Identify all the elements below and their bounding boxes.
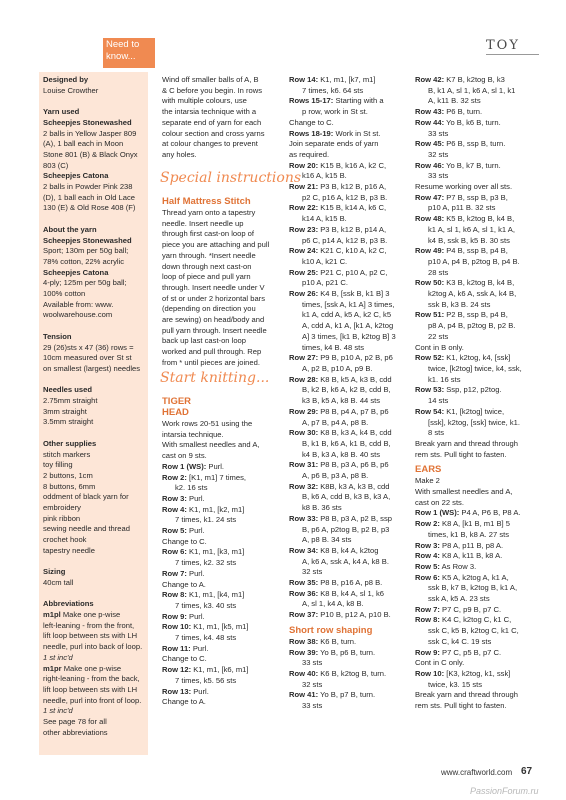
pattern-line: B, k1 A, sl 1, k6 A, sl 1, k1 xyxy=(428,85,516,95)
short-row-line: 33 sts xyxy=(302,701,323,711)
mattress-line: pull yarn through. Insert needle xyxy=(162,325,267,335)
pattern-line: Row 27: P9 B, p10 A, p2 B, p6 xyxy=(289,353,393,363)
pattern-line: k3 B, k5 A, k8 B. 44 sts xyxy=(302,396,381,406)
ears-line: Row 5: As Row 3. xyxy=(415,561,477,571)
pattern-row: Row 1 (WS): Purl. xyxy=(162,461,225,471)
pattern-line: 33 sts xyxy=(428,171,449,181)
short-row-line: Row 39: Yo B, p6 B, turn. xyxy=(289,647,376,657)
pattern-line: Break yarn and thread through xyxy=(415,438,519,448)
ears-line: twice, k3. 15 sts xyxy=(428,679,483,689)
pattern-line: 32 sts xyxy=(428,149,449,159)
pattern-line: Row 54: K1, [k2tog] twice, xyxy=(415,406,505,416)
ears-line: Make 2 xyxy=(415,476,440,486)
ears-line: ssk C, k4 C. 19 sts xyxy=(428,636,492,646)
pattern-line: 8 sts xyxy=(428,428,445,438)
pattern-line: Join separate ends of yarn xyxy=(289,139,379,149)
pattern-line: Row 33: P8 B, p3 A, p2 B, ssp xyxy=(289,513,392,523)
pattern-line: Row 51: P2 B, ssp B, p4 B, xyxy=(415,310,508,320)
pattern-line: k4 B, k3 A, k8 B. 40 sts xyxy=(302,449,381,459)
pattern-row: Row 11: Purl. xyxy=(162,643,209,653)
mattress-line: from * until pieces are joined. xyxy=(162,357,260,367)
pattern-line: as required. xyxy=(289,149,330,159)
pattern-row: Row 8: K1, m1, [k4, m1] xyxy=(162,590,245,600)
pattern-line: Row 22: K15 B, k14 A, k6 C, xyxy=(289,203,387,213)
ears-line: times, k1 B, k8 A. 27 sts xyxy=(428,529,510,539)
pattern-line: times, k4 B. 48 sts xyxy=(302,342,365,352)
pattern-line: B, k6 A, cdd B, k3 B, k3 A, xyxy=(302,492,391,502)
pattern-line: p10 A, p11 B. 32 sts xyxy=(428,203,496,213)
pattern-line: p6 C, p14 A, k12 B, p3 B. xyxy=(302,235,388,245)
pattern-row-cont: 7 times, k2. 32 sts xyxy=(175,558,237,568)
pattern-row-cont: k2. 16 sts xyxy=(175,483,208,493)
pattern-line: Row 46: Yo B, k7 B, turn. xyxy=(415,160,501,170)
page-number: 67 xyxy=(521,766,533,777)
pattern-line: Rows 15-17: Starting with a xyxy=(289,96,384,106)
pattern-line: 14 sts xyxy=(428,396,449,406)
pattern-row: Row 4: K1, m1, [k2, m1] xyxy=(162,504,245,514)
column-3: Row 14: K1, m1, [k7, m1] 7 times, k6. 64 sts Rows 15-17: Starting with a p row, work in St st. Change to C. Rows 18-19: Work in St st. Join separate ends of yarn as required. Row 20: K15 B, k16 A, k2 C, k16 A, k15 B. Row 21: P3 B, k12 B, p16 A, p2 C, p16 A, k12 B, p3 B. Row 22: K15 B, k14 A, k6 C, k14 A, k15 B. Row 23: P3 B, k12 B, p14 A, p6 C, p14 A, k12 B, p3 B. Row 24: K21 C, k10 A, k2 C, k10 A, k21 C. Row 25: P21 C, p10 A, p2 C, p10 A, p21 C. Row 26: K4 B, [ssk B, k1 B] 3 times, [ssk A, k1 A] 3 times, k1 A, cdd A, k5 A, k2 C, k5 A, cdd A, k1 A, [k1 A, k2tog A] 3 times, [k1 B, k2tog B] 3 times, k4 B. 48 sts Row 27: P9 B, p10 A, p2 B, p6 A, p2 B, p10 A, p9 B. Row 28: K8 B, k5 A, k3 B, cdd B, k2 B, k6 A, k2 B, cdd B, k3 B, k5 A, k8 B. 44 sts Row 29: P8 B, p4 A, p7 B, p6 A, p7 B, p4 A, p8 B. Row 30: K8 B, k3 A, k4 B, cdd B, k1 B, k6 A, k1 B, cdd B, k4 B, k3 A, k8 B. 40 sts Row 31: P8 B, p3 A, p6 B, p6 A, p6 B, p3 A, p8 B. Row 32: K8B, k3 A, k3 B, cdd B, k6 A, cdd B, k3 B, k3 A, k8 B. 36 sts Row 33: P8 B, p3 A, p2 B, ssp B, p6 A, p2tog B, p2 B, p3 A, p8 B. 34 sts Row 34: K8 B, k4 A, k2tog A, k6 A, ssk A, k4 A, k8 B. 32 sts Row 35: P8 B, p16 A, p8 B. Row 36: K8 B, k4 A, sl 1, k6 A, sl 1, k4 A, k8 B. Row 37: P10 B, p12 A, p10 B. Short row shaping Row 38: K6 B, turn. Row 39: Yo B, p6 B, turn. 33 sts Row 40: K6 B, k2tog B, turn. 32 sts Row 41: Yo B, p7 B, turn. 33 sts xyxy=(289,75,403,712)
pattern-line: Row 30: K8 B, k3 A, k4 B, cdd xyxy=(289,428,392,438)
pattern-line: p10 A, p4 B, p2tog B, p4 B. xyxy=(428,256,520,266)
mattress-line: worked and pull through. Rep xyxy=(162,347,262,357)
pattern-row: Row 5: Purl. xyxy=(162,526,205,536)
pattern-line: twice, [k2tog] twice, k4, ssk, xyxy=(428,363,522,373)
head-intro-line: With smallest needles and A, xyxy=(162,440,260,450)
pattern-line: k1. 16 sts xyxy=(428,374,461,384)
ears-line: Row 8: K4 C, k2tog C, k1 C, xyxy=(415,615,512,625)
intro-line: the intarsia technique with a xyxy=(162,107,257,117)
column-2 xyxy=(162,75,276,161)
pattern-line: Row 53: Ssp, p12, p2tog. xyxy=(415,385,502,395)
ears-line: cast on 22 sts. xyxy=(415,497,464,507)
head-section: TIGER HEAD Work rows 20-51 using the intarsia technique. With smallest needles and A, cast on 9 sts. Row 1 (WS): Purl. Row 2: [K1, m1] 7 times, k2. 16 sts Row 3: Purl. Row 4: K1, m1, [k2, m1] 7 times, k1. 24 sts Row 5: Purl. Change to C. Row 6: K1, m1, [k3, m1] 7 times, k2. 32 sts Row 7: Purl. Change to A. Row 8: K1, m1, [k4, m1] 7 times, k3. 40 sts Row 9: Purl. Row 10: K1, m1, [k5, m1] 7 times, k4. 48 sts Row 11: Purl. Change to C. Row 12: K1, m1, [k6, m1] 7 times, k5. 56 sts Row 13: Purl. Change to A. xyxy=(162,396,276,708)
ears-line: Row 4: K8 A, k11 B, k8 A. xyxy=(415,551,503,561)
pattern-line: Row 20: K15 B, k16 A, k2 C, xyxy=(289,160,387,170)
pattern-row-cont: 7 times, k3. 40 sts xyxy=(175,600,237,610)
pattern-line: 22 sts xyxy=(428,331,449,341)
pattern-line: A, sl 1, k4 A, k8 B. xyxy=(302,599,364,609)
pattern-row-cont: 7 times, k5. 56 sts xyxy=(175,675,237,685)
site-url: www.craftworld.com xyxy=(441,768,513,777)
short-row-line: Row 38: K6 B, turn. xyxy=(289,636,357,646)
pattern-row: Row 3: Purl. xyxy=(162,493,205,503)
intro-line: any holes. xyxy=(162,149,197,159)
ears-line: ssk B, k7 B, k2tog B, k1 A, xyxy=(428,583,518,593)
pattern-line: A, k11 B. 32 sts xyxy=(428,96,481,106)
ears-line: Row 10: [K3, k2tog, k1, ssk] xyxy=(415,668,511,678)
ears-line: Row 9: P7 C, p5 B, p7 C. xyxy=(415,647,502,657)
pattern-line: ssk B, k3 B. 24 sts xyxy=(428,299,491,309)
special-instructions-heading: Special instructions xyxy=(160,170,302,186)
pattern-line: 32 sts xyxy=(302,567,323,577)
ears-line: Row 1 (WS): P4 A, P6 B, P8 A. xyxy=(415,508,521,518)
intro-line: colour section and cross yarns xyxy=(162,128,265,138)
pattern-line: Row 36: K8 B, k4 A, sl 1, k6 xyxy=(289,588,384,598)
pattern-line: Cont in B only. xyxy=(415,342,464,352)
pattern-row: Row 2: [K1, m1] 7 times, xyxy=(162,472,246,482)
pattern-line: k10 A, k21 C. xyxy=(302,256,348,266)
pattern-line: Row 52: K1, k2tog, k4, [ssk] xyxy=(415,353,511,363)
mattress-line: back up last cast-on loop xyxy=(162,336,247,346)
short-row-line: Row 40: K6 B, k2tog B, turn. xyxy=(289,668,387,678)
pattern-line: 28 sts xyxy=(428,267,449,277)
pattern-row: Row 7: Purl. xyxy=(162,568,205,578)
pattern-line: 7 times, k6. 64 sts xyxy=(302,85,364,95)
mattress-line: (depending on direction you xyxy=(162,304,256,314)
pattern-line: Change to C. xyxy=(289,117,334,127)
pattern-line: rem sts. Pull tight to fasten. xyxy=(415,449,507,459)
pattern-line: Row 32: K8B, k3 A, k3 B, cdd xyxy=(289,481,390,491)
watermark: PassionForum.ru xyxy=(470,786,539,796)
ears-line: With smallest needles and A, xyxy=(415,487,513,497)
section-label: TOY xyxy=(486,38,520,53)
pattern-row-cont: Change to C. xyxy=(162,536,207,546)
ears-line: rem sts. Pull tight to fasten. xyxy=(415,701,507,711)
mattress-line: piece you are attaching and pull xyxy=(162,240,270,250)
short-row-line: Row 41: Yo B, p7 B, turn. xyxy=(289,690,376,700)
pattern-line: k16 A, k15 B. xyxy=(302,171,347,181)
ears-line: Break yarn and thread through xyxy=(415,690,519,700)
pattern-line: p8 A, p4 B, p2tog B, p2 B. xyxy=(428,321,516,331)
pattern-line: Row 48: K5 B, k2tog B, k4 B, xyxy=(415,214,515,224)
pattern-row-cont: Change to C. xyxy=(162,654,207,664)
pattern-line: Row 14: K1, m1, [k7, m1] xyxy=(289,75,376,84)
intro-line: Wind off smaller balls of A, B xyxy=(162,75,259,84)
pattern-line: times, [ssk A, k1 A] 3 times, xyxy=(302,299,395,309)
pattern-line: p2 C, p16 A, k12 B, p3 B. xyxy=(302,192,388,202)
pattern-row-cont: 7 times, k4. 48 sts xyxy=(175,633,237,643)
pattern-line: k14 A, k15 B. xyxy=(302,214,347,224)
start-knitting-heading: Start knitting... xyxy=(160,370,270,386)
pattern-row: Row 13: Purl. xyxy=(162,686,209,696)
pattern-line: Row 35: P8 B, p16 A, p8 B. xyxy=(289,578,383,588)
pattern-line: p row, work in St st. xyxy=(302,107,368,117)
intro-line: separate end of yarn for each xyxy=(162,117,262,127)
short-row-line: 33 sts xyxy=(302,658,323,668)
short-row-line: 32 sts xyxy=(302,679,323,689)
pattern-line: Row 24: K21 C, k10 A, k2 C, xyxy=(289,246,387,256)
head-intro-line: Work rows 20-51 using the xyxy=(162,419,253,428)
mattress-line: through first cast-on loop of xyxy=(162,229,255,239)
pattern-line: Row 42: K7 B, k2tog B, k3 xyxy=(415,75,505,84)
pattern-line: Row 23: P3 B, k12 B, p14 A, xyxy=(289,224,387,234)
pattern-row: Row 10: K1, m1, [k5, m1] xyxy=(162,622,249,632)
sidebar-content: Designed by Louise Crowther Yarn used Scheepjes Stonewashed 2 balls in Yellow Jasper 809 (A), 1 ball each in Moon Stone 801 (B) & Black Onyx 803 (C) Scheepjes Catona 2 balls in Powder Pink 238 (D), 1 ball each in Old Lace 130 (E) & Old Rose 408 (F) About the yarn Scheepjes Stonewashed Sport; 130m per 50g ball; 78% cotton, 22% acrylic Scheepjes Catona 4-ply; 125m per 50g ball; 100% cotton Available from: www. woolwarehouse.com Tension 29 (26)sts x 47 (36) rows = 10cm measured over St st on smallest (largest) needles Needles used 2.75mm straight 3mm straight 3.5mm straight Other supplies stitch markers toy filling 2 buttons, 1cm 8 buttons, 6mm oddment of black yarn for embroidery pink ribbon sewing needle and thread crochet hook tapestry needle Sizing 40cm tall Abbreviations m1pl Make one p-wise left-leaning - from the front, lift loop between sts with LH needle, purl into back of loop. 1 st inc'd m1pr Make one p-wise right-leaning - from the back, lift loop between sts with LH needle, purl into front of loop. 1 st inc'd See page 78 for all other abbreviations xyxy=(43,75,143,737)
mattress-line: loop of piece and pull yarn xyxy=(162,272,251,282)
pattern-line: A, k6 A, ssk A, k4 A, k8 B. xyxy=(302,556,389,566)
pattern-line: Row 28: K8 B, k5 A, k3 B, cdd xyxy=(289,374,392,384)
pattern-line: k1 A, cdd A, k5 A, k2 C, k5 xyxy=(302,310,392,320)
ears-line: ssk C, k5 B, k2tog C, k1 C, xyxy=(428,626,519,636)
pattern-row: Row 9: Purl. xyxy=(162,611,205,621)
need-to-know-title: Need to know... xyxy=(106,39,140,62)
mattress-line: Thread yarn onto a tapestry xyxy=(162,208,256,217)
pattern-line: k4 B, ssk B, k5 B. 30 sts xyxy=(428,235,510,245)
pattern-line: B, k1 B, k6 A, k1 B, cdd B, xyxy=(302,438,391,448)
pattern-line: [ssk], k2tog, [ssk] twice, k1. xyxy=(428,417,520,427)
pattern-line: Row 34: K8 B, k4 A, k2tog xyxy=(289,545,379,555)
pattern-row-cont: 7 times, k1. 24 sts xyxy=(175,515,237,525)
pattern-row: Row 6: K1, m1, [k3, m1] xyxy=(162,547,245,557)
pattern-line: Row 50: K3 B, k2tog B, k4 B, xyxy=(415,278,515,288)
pattern-line: A, p7 B, p4 A, p8 B. xyxy=(302,417,369,427)
ears-line: Row 2: K8 A, [k1 B, m1 B] 5 xyxy=(415,519,510,529)
pattern-line: A, p6 B, p3 A, p8 B. xyxy=(302,471,369,481)
pattern-line: Rows 18-19: Work in St st. xyxy=(289,128,381,138)
pattern-line: Row 37: P10 B, p12 A, p10 B. xyxy=(289,610,391,620)
pattern-line: Row 21: P3 B, k12 B, p16 A, xyxy=(289,182,387,192)
pattern-line: Row 25: P21 C, p10 A, p2 C, xyxy=(289,267,388,277)
pattern-line: A] 3 times, [k1 B, k2tog B] 3 xyxy=(302,331,396,341)
intro-line: at colour changes to prevent xyxy=(162,139,258,149)
pattern-row-cont: Change to A. xyxy=(162,697,206,707)
pattern-line: p10 A, p21 C. xyxy=(302,278,349,288)
pattern-line: Row 47: P7 B, ssp B, p3 B, xyxy=(415,192,508,202)
column-4: Row 42: K7 B, k2tog B, k3 B, k1 A, sl 1, k6 A, sl 1, k1 A, k11 B. 32 sts Row 43: P6 B, turn. Row 44: Yo B, k6 B, turn. 33 sts Row 45: P6 B, ssp B, turn. 32 sts Row 46: Yo B, k7 B, turn. 33 sts Resume working over all sts. Row 47: P7 B, ssp B, p3 B, p10 A, p11 B. 32 sts Row 48: K5 B, k2tog B, k4 B, k1 A, sl 1, k6 A, sl 1, k1 A, k4 B, ssk B, k5 B. 30 sts Row 49: P4 B, ssp B, p4 B, p10 A, p4 B, p2tog B, p4 B. 28 sts Row 50: K3 B, k2tog B, k4 B, k2tog A, k6 A, ssk A, k4 B, ssk B, k3 B. 24 sts Row 51: P2 B, ssp B, p4 B, p8 A, p4 B, p2tog B, p2 B. 22 sts Cont in B only. Row 52: K1, k2tog, k4, [ssk] twice, [k2tog] twice, k4, ssk, k1. 16 sts Row 53: Ssp, p12, p2tog. 14 sts Row 54: K1, [k2tog] twice, [ssk], k2tog, [ssk] twice, k1. 8 sts Break yarn and thread through rem sts. Pull tight to fasten. EARS Make 2 With smallest needles and A, cast on 22 sts. Row 1 (WS): P4 A, P6 B, P8 A. Row 2: K8 A, [k1 B, m1 B] 5 times, k1 B, k8 A. 27 sts Row 3: P8 A, p11 B, p8 A. Row 4: K8 A, k11 B, k8 A. Row 5: As Row 3. Row 6: K5 A, k2tog A, k1 A, ssk B, k7 B, k2tog B, k1 A, ssk A, k5 A. 23 sts Row 7: P7 C, p9 B, p7 C. Row 8: K4 C, k2tog C, k1 C, ssk C, k5 B, k2tog C, k1 C, ssk C, k4 C. 19 sts Row 9: P7 C, p5 B, p7 C. Cont in C only. Row 10: [K3, k2tog, k1, ssk] twice, k3. 15 sts Break yarn and thread through rem sts. Pull tight to fasten. xyxy=(415,75,533,712)
pattern-line: k1 A, sl 1, k6 A, sl 1, k1 A, xyxy=(428,224,515,234)
pattern-line: B, k2 B, k6 A, k2 B, cdd B, xyxy=(302,385,391,395)
pattern-line: Row 29: P8 B, p4 A, p7 B, p6 xyxy=(289,406,389,416)
section-rule xyxy=(486,54,539,55)
ears-line: Row 3: P8 A, p11 B, p8 A. xyxy=(415,540,504,550)
pattern-line: k8 B. 36 sts xyxy=(302,503,342,513)
pattern-line: Row 43: P6 B, turn. xyxy=(415,107,483,117)
pattern-line: Row 49: P4 B, ssp B, p4 B, xyxy=(415,246,508,256)
pattern-line: B, p6 A, p2tog B, p2 B, p3 xyxy=(302,524,390,534)
mattress-line: needle. Insert needle up xyxy=(162,218,244,228)
intro-line: with multiple colours, use xyxy=(162,96,247,106)
pattern-line: A, p8 B. 34 sts xyxy=(302,535,352,545)
ears-line: Row 7: P7 C, p9 B, p7 C. xyxy=(415,604,502,614)
mattress-line: through. Insert needle under V xyxy=(162,282,265,292)
pattern-line: A, cdd A, k1 A, [k1 A, k2tog xyxy=(302,321,394,331)
ears-line: Row 6: K5 A, k2tog A, k1 A, xyxy=(415,572,509,582)
intro-line: & C before you begin. In rows xyxy=(162,85,263,95)
pattern-line: Row 31: P8 B, p3 A, p6 B, p6 xyxy=(289,460,389,470)
pattern-row-cont: Change to A. xyxy=(162,579,206,589)
mattress-line: of st or under 2 horizontal bars xyxy=(162,293,265,303)
head-intro-line: intarsia technique. xyxy=(162,429,224,439)
pattern-row: Row 12: K1, m1, [k6, m1] xyxy=(162,665,249,675)
ears-line: ssk A, k5 A. 23 sts xyxy=(428,594,490,604)
pattern-line: Resume working over all sts. xyxy=(415,182,513,192)
mattress-line: are sewing) on head/body and xyxy=(162,315,265,325)
pattern-line: Row 45: P6 B, ssp B, turn. xyxy=(415,139,506,149)
mattress-line: down through next cast-on xyxy=(162,261,252,271)
pattern-line: 33 sts xyxy=(428,128,449,138)
head-intro-line: cast on 9 sts. xyxy=(162,451,207,461)
pattern-line: k2tog A, k6 A, ssk A, k4 B, xyxy=(428,289,517,299)
pattern-line: Row 44: Yo B, k6 B, turn. xyxy=(415,117,501,127)
mattress-line: yarn through. *Insert needle xyxy=(162,250,256,260)
mattress-section: Half Mattress Stitch Thread yarn onto a tapestry needle. Insert needle up through first cast-on loop of piece you are attaching and pull yarn through. *Insert needle down through next cast-on loop of piece and pull yarn through. Insert needle under V of st or under 2 horizontal bars (depending on direction you are sewing) on head/body and pull yarn through. Insert needle back up last cast-on loop worked and pull through. Rep from * until pieces are joined. xyxy=(162,196,276,369)
pattern-line: Row 26: K4 B, [ssk B, k1 B] 3 xyxy=(289,289,390,299)
ears-line: Cont in C only. xyxy=(415,658,465,668)
pattern-line: A, p2 B, p10 A, p9 B. xyxy=(302,363,373,373)
